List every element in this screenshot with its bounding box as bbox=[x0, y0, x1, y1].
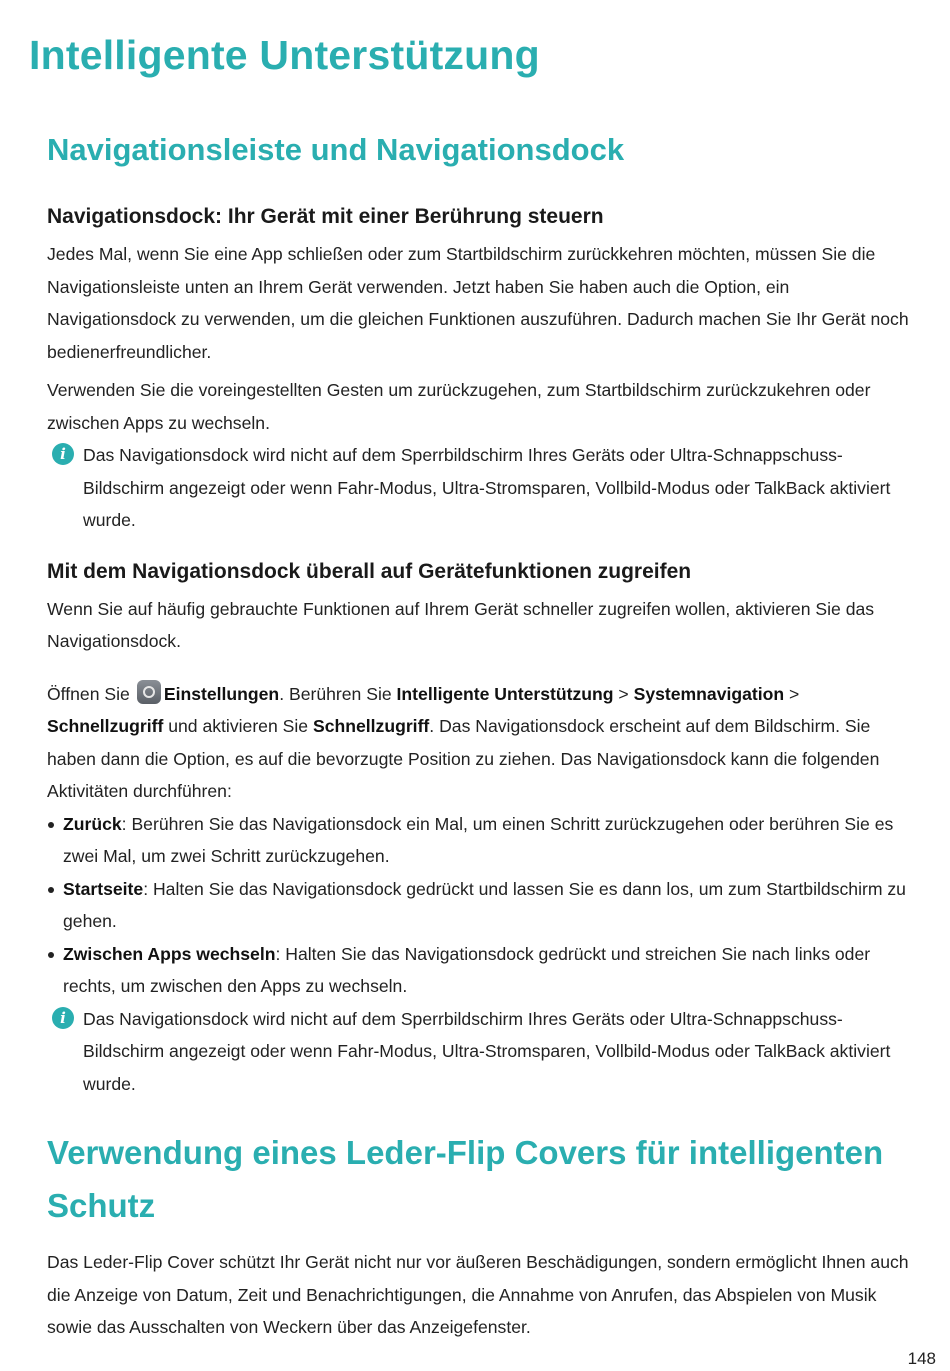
info-icon: i bbox=[52, 443, 74, 465]
text: > bbox=[784, 683, 800, 704]
list-item bbox=[47, 808, 915, 873]
text: . Berühren Sie bbox=[279, 683, 397, 704]
list-text: : Halten Sie das Navigationsdock gedrückt und lassen Sie es dann los, um zum Startbildschirm zu gehen. bbox=[63, 878, 906, 931]
section-heading-navigation: Navigationsleiste und Navigationsdock bbox=[47, 132, 625, 167]
list-term: Startseite bbox=[63, 878, 144, 899]
menu-intelligent-support: Intelligente Unterstützung bbox=[396, 683, 614, 704]
page-number: 148 bbox=[907, 1349, 936, 1368]
list-text: : Berühren Sie das Navigationsdock ein Mal, um einen Schritt zurückzugehen oder berühren Sie es zwei Mal, um zwei Schritt zurückzugehen. bbox=[63, 813, 894, 866]
instruction-paragraph bbox=[47, 678, 915, 808]
list-term: Zwischen Apps wechseln bbox=[63, 943, 276, 964]
menu-quick-access: Schnellzugriff bbox=[47, 716, 164, 736]
paragraph: Das Leder-Flip Cover schützt Ihr Gerät nicht nur vor äußeren Beschädigungen, sondern ermöglicht Ihnen auch die Anzeige von Datum, Zeit und Benachrichtigungen, die Annahme von Anrufen, das Abspielen von Musik sowie das Ausschalten von Weckern über das Anzeigefenster. bbox=[47, 1252, 909, 1337]
list-text: : Halten Sie das Navigationsdock gedrückt und streichen Sie nach links oder rechts, um zwischen den Apps zu wechseln. bbox=[63, 943, 871, 996]
paragraph: Wenn Sie auf häufig gebrauchte Funktionen auf Ihrem Gerät schneller zugreifen wollen, aktivieren Sie das Navigationsdock. bbox=[47, 598, 875, 651]
feature-list bbox=[47, 808, 915, 1003]
text: > bbox=[613, 683, 634, 704]
subheading-navigation-dock: Navigationsdock: Ihr Gerät mit einer Berührung steuern bbox=[47, 205, 604, 228]
list-item bbox=[47, 938, 915, 1003]
note-text: Das Navigationsdock wird nicht auf dem Sperrbildschirm Ihres Geräts oder Ultra-Schnappschuss-Bildschirm angezeigt oder wenn Fahr-Modus, Ultra-Stromsparen, Vollbild-Modus oder TalkBack aktiviert wurde. bbox=[83, 445, 891, 530]
info-note bbox=[47, 439, 915, 537]
menu-quick-access-toggle: Schnellzugriff bbox=[312, 716, 430, 736]
note-text: Das Navigationsdock wird nicht auf dem Sperrbildschirm Ihres Geräts oder Ultra-Schnappschuss-Bildschirm angezeigt oder wenn Fahr-Modus, Ultra-Stromsparen, Vollbild-Modus oder TalkBack aktiviert wurde. bbox=[83, 1008, 891, 1094]
info-note bbox=[47, 1003, 915, 1101]
list-item bbox=[47, 873, 915, 938]
settings-app-icon bbox=[137, 680, 161, 704]
page-title: Intelligente Unterstützung bbox=[29, 32, 540, 78]
menu-system-navigation: Systemnavigation bbox=[633, 683, 785, 704]
menu-settings: Einstellungen bbox=[163, 683, 280, 704]
paragraph: Verwenden Sie die voreingestellten Gesten um zurückzugehen, zum Startbildschirm zurückzukehren oder zwischen Apps zu wechseln. bbox=[47, 380, 871, 433]
info-icon: i bbox=[52, 1007, 74, 1029]
text: und aktivieren Sie bbox=[163, 716, 313, 736]
subheading-dock-access: Mit dem Navigationsdock überall auf Gerätefunktionen zugreifen bbox=[47, 559, 692, 583]
list-term: Zurück bbox=[63, 813, 122, 834]
section-heading-flip-cover: Verwendung eines Leder-Flip Covers für intelligenten Schutz bbox=[47, 1134, 884, 1224]
paragraph: Jedes Mal, wenn Sie eine App schließen oder zum Startbildschirm zurückkehren möchten, müssen Sie die Navigationsleiste unten an Ihrem Gerät verwenden. Jetzt haben Sie haben auch die Option, ein Navigationsdock zu verwenden, um die gleichen Funktionen auszuführen. Dadurch machen Sie Ihr Gerät noch bedienerfreundlicher. bbox=[47, 244, 909, 362]
document-body bbox=[47, 128, 915, 1350]
text: Öffnen Sie bbox=[47, 683, 130, 704]
text: . Das Navigationsdock erscheint auf dem Bildschirm. Sie haben dann die Option, es auf die bevorzugte Position zu ziehen. Das Navigationsdock kann die folgenden Aktivitäten durchführen: bbox=[47, 716, 880, 801]
